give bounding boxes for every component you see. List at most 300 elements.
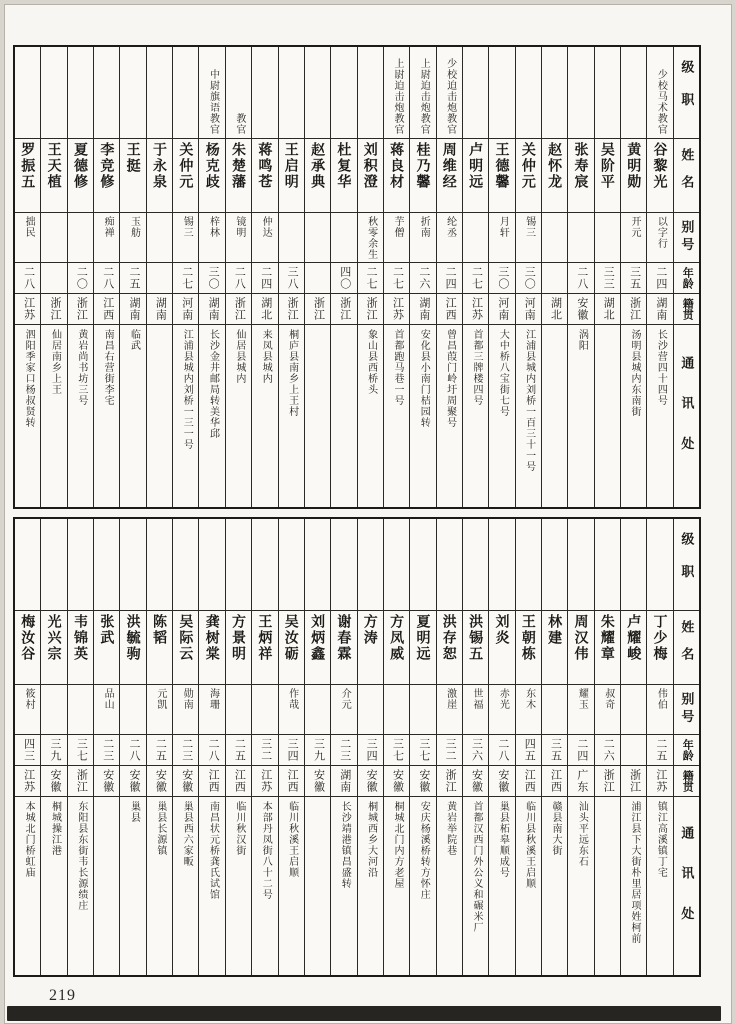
address-cell: 临武 bbox=[128, 329, 140, 351]
person-column bbox=[567, 47, 593, 507]
person-column bbox=[462, 519, 488, 975]
address-cell: 大中桥八宝街七号 bbox=[497, 329, 509, 417]
name-cell: 方涛 bbox=[358, 611, 383, 685]
header-address-label: 通讯处 bbox=[679, 825, 695, 947]
address-cell: 首都三牌楼四号 bbox=[470, 329, 482, 406]
rank-cell: 上尉迫击炮教官 bbox=[384, 47, 409, 139]
alias-cell: 世福 bbox=[463, 685, 488, 735]
name-cell: 丁少梅 bbox=[647, 611, 672, 685]
rank-cell bbox=[384, 519, 409, 611]
native-cell: 广东 bbox=[568, 766, 593, 797]
person-column bbox=[40, 519, 66, 975]
rank-cell bbox=[15, 519, 40, 611]
age-cell: 二五 bbox=[147, 735, 172, 766]
rank-cell bbox=[41, 47, 66, 139]
age-cell bbox=[621, 735, 646, 766]
person-column bbox=[15, 519, 40, 975]
person-column bbox=[67, 47, 93, 507]
age-cell: 二四 bbox=[437, 263, 462, 294]
rank-cell bbox=[621, 47, 646, 139]
name-cell: 朱楚藩 bbox=[226, 139, 251, 213]
native-cell: 安徽 bbox=[173, 766, 198, 797]
alias-cell: 介元 bbox=[331, 685, 356, 735]
address-cell: 巢县 bbox=[128, 801, 140, 823]
person-column bbox=[67, 519, 93, 975]
person-column bbox=[357, 47, 383, 507]
rank-cell bbox=[647, 519, 672, 611]
alias-cell: 仲达 bbox=[252, 213, 277, 263]
address-cell bbox=[147, 325, 172, 507]
alias-cell: 海珊 bbox=[199, 685, 224, 735]
native-cell: 江西 bbox=[516, 766, 541, 797]
address-cell: 南昌右营街李宅 bbox=[102, 329, 114, 406]
alias-cell bbox=[226, 685, 251, 735]
rank-cell bbox=[199, 519, 224, 611]
person-column bbox=[330, 47, 356, 507]
alias-cell bbox=[358, 685, 383, 735]
alias-cell bbox=[279, 213, 304, 263]
alias-cell: 折南 bbox=[410, 213, 435, 263]
address-cell: 桐庐县南乡上王村 bbox=[286, 329, 298, 417]
alias-cell bbox=[305, 213, 330, 263]
rank-cell bbox=[226, 519, 251, 611]
age-cell: 二八 bbox=[94, 263, 119, 294]
alias-cell: 月轩 bbox=[489, 213, 514, 263]
rank-cell bbox=[358, 519, 383, 611]
rank-cell bbox=[68, 519, 93, 611]
name-cell: 杜复华 bbox=[331, 139, 356, 213]
rank-cell bbox=[595, 47, 620, 139]
name-cell: 赵承典 bbox=[305, 139, 330, 213]
rank-cell bbox=[542, 519, 567, 611]
alias-cell: 秋零余生 bbox=[358, 213, 383, 263]
person-column bbox=[251, 47, 277, 507]
address-cell: 涡阳 bbox=[576, 329, 588, 351]
name-cell: 洪毓驹 bbox=[120, 611, 145, 685]
rank-cell bbox=[410, 519, 435, 611]
age-cell: 三九 bbox=[41, 735, 66, 766]
person-column bbox=[436, 47, 462, 507]
name-cell: 吴际云 bbox=[173, 611, 198, 685]
name-cell: 刘积澄 bbox=[358, 139, 383, 213]
name-cell: 张武 bbox=[94, 611, 119, 685]
alias-cell bbox=[542, 213, 567, 263]
address-cell: 首都跑马巷一号 bbox=[391, 329, 403, 406]
native-cell: 湖北 bbox=[252, 294, 277, 325]
header-age-label: 年龄 bbox=[674, 263, 699, 294]
native-cell: 湖南 bbox=[199, 294, 224, 325]
rank-cell: 教官 bbox=[226, 47, 251, 139]
alias-cell: 以字行 bbox=[647, 213, 672, 263]
name-cell: 谷黎光 bbox=[647, 139, 672, 213]
address-cell: 巢县长源镇 bbox=[154, 801, 166, 856]
address-cell: 黄岩尚书坊三号 bbox=[75, 329, 87, 406]
native-cell: 江西 bbox=[542, 766, 567, 797]
name-cell: 蒋鸣苍 bbox=[252, 139, 277, 213]
alias-cell: 玉舫 bbox=[120, 213, 145, 263]
alias-cell bbox=[410, 685, 435, 735]
age-cell: 二七 bbox=[173, 263, 198, 294]
rank-cell bbox=[15, 47, 40, 139]
alias-cell bbox=[568, 213, 593, 263]
alias-cell bbox=[68, 685, 93, 735]
name-cell: 方景明 bbox=[226, 611, 251, 685]
address-cell: 桐城北门内方老屋 bbox=[391, 801, 403, 889]
age-cell: 二八 bbox=[489, 735, 514, 766]
age-cell: 三七 bbox=[384, 735, 409, 766]
age-cell: 二三 bbox=[173, 735, 198, 766]
person-column bbox=[646, 519, 672, 975]
alias-cell: 赤光 bbox=[489, 685, 514, 735]
address-cell: 长沙营四十四号 bbox=[655, 329, 667, 406]
address-cell bbox=[305, 325, 330, 507]
name-cell: 于永泉 bbox=[147, 139, 172, 213]
age-cell: 二三 bbox=[94, 735, 119, 766]
name-cell: 林建 bbox=[542, 611, 567, 685]
rank-cell bbox=[331, 47, 356, 139]
person-column bbox=[462, 47, 488, 507]
address-cell: 安化县小南门桔园转 bbox=[418, 329, 430, 428]
alias-cell: 伟伯 bbox=[647, 685, 672, 735]
alias-cell bbox=[542, 685, 567, 735]
person-column bbox=[93, 519, 119, 975]
person-column bbox=[409, 519, 435, 975]
address-cell: 巢县西六家畈 bbox=[181, 801, 193, 867]
age-cell bbox=[305, 263, 330, 294]
name-cell: 蒋良材 bbox=[384, 139, 409, 213]
native-cell: 湖北 bbox=[595, 294, 620, 325]
address-cell: 江浦县城内刘桥一百三十一号 bbox=[523, 329, 535, 472]
age-cell: 三五 bbox=[542, 735, 567, 766]
age-cell bbox=[147, 263, 172, 294]
person-column bbox=[594, 519, 620, 975]
rank-cell: 少校马术教官 bbox=[647, 47, 672, 139]
alias-cell bbox=[252, 685, 277, 735]
native-cell: 湖北 bbox=[542, 294, 567, 325]
alias-cell: 品山 bbox=[94, 685, 119, 735]
person-column bbox=[198, 519, 224, 975]
address-cell bbox=[595, 797, 620, 975]
rank-cell bbox=[147, 47, 172, 139]
age-cell: 三二 bbox=[437, 735, 462, 766]
alias-cell: 锡三 bbox=[173, 213, 198, 263]
native-cell: 安徽 bbox=[568, 294, 593, 325]
person-column bbox=[172, 47, 198, 507]
person-column bbox=[436, 519, 462, 975]
person-column bbox=[488, 519, 514, 975]
rank-cell bbox=[463, 47, 488, 139]
name-cell: 关仲元 bbox=[516, 139, 541, 213]
header-address-label: 通讯处 bbox=[679, 355, 695, 477]
name-cell: 刘炎 bbox=[489, 611, 514, 685]
address-cell: 安庆杨溪桥转方怀庄 bbox=[418, 801, 430, 900]
address-cell: 南昌状元桥龚氏试馆 bbox=[207, 801, 219, 900]
alias-cell: 元凯 bbox=[147, 685, 172, 735]
native-cell: 安徽 bbox=[463, 766, 488, 797]
name-cell: 周维经 bbox=[437, 139, 462, 213]
address-cell: 临川秋汉街 bbox=[233, 801, 245, 856]
address-cell: 临川县秋溪王启顺 bbox=[523, 801, 535, 889]
header-name-label: 姓名 bbox=[674, 139, 699, 213]
age-cell: 二五 bbox=[647, 735, 672, 766]
address-cell bbox=[94, 797, 119, 975]
age-cell: 三九 bbox=[305, 735, 330, 766]
alias-cell bbox=[595, 213, 620, 263]
name-cell: 张寿宸 bbox=[568, 139, 593, 213]
name-cell: 龚树棠 bbox=[199, 611, 224, 685]
native-cell: 河南 bbox=[489, 294, 514, 325]
age-cell: 二三 bbox=[331, 735, 356, 766]
alias-cell: 叔奇 bbox=[595, 685, 620, 735]
person-column bbox=[357, 519, 383, 975]
address-cell: 曾昌葭门岭圩周聚号 bbox=[444, 329, 456, 428]
person-column bbox=[146, 47, 172, 507]
native-cell: 浙江 bbox=[41, 294, 66, 325]
rank-cell bbox=[437, 519, 462, 611]
header-alias-label: 别号 bbox=[674, 213, 699, 263]
roster-table-top bbox=[13, 45, 701, 509]
name-cell: 卢明远 bbox=[463, 139, 488, 213]
alias-cell: 作哉 bbox=[279, 685, 304, 735]
header-rank-label: 级职 bbox=[674, 47, 699, 139]
alias-cell bbox=[384, 685, 409, 735]
name-cell: 王挺 bbox=[120, 139, 145, 213]
native-cell: 安徽 bbox=[41, 766, 66, 797]
rank-cell bbox=[516, 47, 541, 139]
name-cell: 王朝栋 bbox=[516, 611, 541, 685]
person-column bbox=[146, 519, 172, 975]
alias-cell: 筱村 bbox=[15, 685, 40, 735]
page-number: 219 bbox=[49, 987, 76, 1004]
native-cell: 浙江 bbox=[595, 766, 620, 797]
address-cell: 东阳县东街韦长源绩庄 bbox=[75, 801, 87, 911]
person-column bbox=[488, 47, 514, 507]
native-cell: 江西 bbox=[226, 766, 251, 797]
address-cell: 仙居县城内 bbox=[233, 329, 245, 384]
person-column bbox=[15, 47, 40, 507]
alias-cell bbox=[120, 685, 145, 735]
rank-cell bbox=[147, 519, 172, 611]
native-cell: 安徽 bbox=[410, 766, 435, 797]
age-cell: 二六 bbox=[595, 735, 620, 766]
person-column bbox=[620, 519, 646, 975]
native-cell: 浙江 bbox=[621, 766, 646, 797]
name-cell: 王启明 bbox=[279, 139, 304, 213]
name-cell: 吴阶平 bbox=[595, 139, 620, 213]
native-cell: 安徽 bbox=[384, 766, 409, 797]
header-name-label: 姓名 bbox=[674, 611, 699, 685]
rank-cell bbox=[489, 47, 514, 139]
person-column bbox=[330, 519, 356, 975]
alias-cell: 锡三 bbox=[516, 213, 541, 263]
native-cell: 浙江 bbox=[68, 294, 93, 325]
native-cell: 江西 bbox=[279, 766, 304, 797]
address-cell: 巢县柘皋顺成号 bbox=[497, 801, 509, 878]
age-cell: 四〇 bbox=[331, 263, 356, 294]
alias-cell bbox=[463, 213, 488, 263]
rank-cell bbox=[279, 47, 304, 139]
native-cell: 江苏 bbox=[647, 766, 672, 797]
rank-cell: 上尉迫击炮教官 bbox=[410, 47, 435, 139]
name-cell: 赵怀龙 bbox=[542, 139, 567, 213]
age-cell: 二八 bbox=[568, 263, 593, 294]
person-column bbox=[515, 519, 541, 975]
rank-cell bbox=[120, 519, 145, 611]
native-cell: 安徽 bbox=[120, 766, 145, 797]
native-cell: 湖南 bbox=[410, 294, 435, 325]
address-cell: 来凤县城内 bbox=[260, 329, 272, 384]
roster-table-bottom bbox=[13, 517, 701, 977]
native-cell: 浙江 bbox=[437, 766, 462, 797]
person-column bbox=[409, 47, 435, 507]
address-cell: 浦江县下大街朴里居项姓柯前 bbox=[629, 801, 641, 944]
alias-cell: 开元 bbox=[621, 213, 646, 263]
address-cell: 本部丹凤街八十二号 bbox=[260, 801, 272, 900]
name-cell: 谢春霖 bbox=[331, 611, 356, 685]
person-column bbox=[304, 519, 330, 975]
rank-cell bbox=[94, 47, 119, 139]
person-column bbox=[620, 47, 646, 507]
age-cell: 二七 bbox=[358, 263, 383, 294]
header-native-label: 籍贯 bbox=[674, 766, 699, 797]
age-cell: 三七 bbox=[68, 735, 93, 766]
rank-cell bbox=[358, 47, 383, 139]
alias-cell: 纶丞 bbox=[437, 213, 462, 263]
native-cell: 江苏 bbox=[384, 294, 409, 325]
alias-cell bbox=[147, 213, 172, 263]
rank-cell bbox=[621, 519, 646, 611]
native-cell: 浙江 bbox=[305, 294, 330, 325]
age-cell: 三八 bbox=[279, 263, 304, 294]
name-cell: 王炳祥 bbox=[252, 611, 277, 685]
native-cell: 安徽 bbox=[489, 766, 514, 797]
address-cell: 桐城操江港 bbox=[49, 801, 61, 856]
rank-cell bbox=[568, 519, 593, 611]
person-column bbox=[119, 519, 145, 975]
age-cell: 三六 bbox=[463, 735, 488, 766]
native-cell: 安徽 bbox=[305, 766, 330, 797]
alias-cell: 镜明 bbox=[226, 213, 251, 263]
age-cell: 二四 bbox=[647, 263, 672, 294]
rank-cell: 少校迫击炮教官 bbox=[437, 47, 462, 139]
address-cell bbox=[305, 797, 330, 975]
age-cell: 二五 bbox=[226, 735, 251, 766]
age-cell: 四三 bbox=[15, 735, 40, 766]
name-cell: 夏明远 bbox=[410, 611, 435, 685]
native-cell: 浙江 bbox=[279, 294, 304, 325]
address-cell: 首都汉西门外公义和碾米厂 bbox=[470, 801, 482, 933]
address-cell: 桐城西乡大河沿 bbox=[365, 801, 377, 878]
age-cell: 二七 bbox=[384, 263, 409, 294]
age-cell bbox=[41, 263, 66, 294]
name-cell: 夏德修 bbox=[68, 139, 93, 213]
person-column bbox=[172, 519, 198, 975]
address-cell: 临川秋溪王启顺 bbox=[286, 801, 298, 878]
name-cell: 刘炳鑫 bbox=[305, 611, 330, 685]
age-cell: 三四 bbox=[279, 735, 304, 766]
person-column bbox=[225, 519, 251, 975]
rank-cell bbox=[173, 47, 198, 139]
native-cell: 江西 bbox=[199, 766, 224, 797]
rank-cell bbox=[463, 519, 488, 611]
name-cell: 李竞修 bbox=[94, 139, 119, 213]
age-cell: 二六 bbox=[410, 263, 435, 294]
person-column bbox=[40, 47, 66, 507]
age-cell: 三四 bbox=[358, 735, 383, 766]
name-cell: 吴汝砺 bbox=[279, 611, 304, 685]
name-cell: 杨克歧 bbox=[199, 139, 224, 213]
age-cell: 三二 bbox=[252, 735, 277, 766]
alias-cell bbox=[41, 685, 66, 735]
native-cell: 浙江 bbox=[68, 766, 93, 797]
native-cell: 河南 bbox=[516, 294, 541, 325]
age-cell: 三七 bbox=[410, 735, 435, 766]
age-cell: 二五 bbox=[120, 263, 145, 294]
alias-cell: 激崖 bbox=[437, 685, 462, 735]
scanned-page bbox=[4, 4, 732, 1024]
native-cell: 江苏 bbox=[15, 766, 40, 797]
person-column bbox=[251, 519, 277, 975]
native-cell: 浙江 bbox=[358, 294, 383, 325]
address-cell: 仙居南乡上王 bbox=[49, 329, 61, 395]
address-cell bbox=[595, 325, 620, 507]
native-cell: 江苏 bbox=[463, 294, 488, 325]
age-cell: 三〇 bbox=[489, 263, 514, 294]
age-cell: 三五 bbox=[621, 263, 646, 294]
alias-cell: 东木 bbox=[516, 685, 541, 735]
age-cell: 四五 bbox=[516, 735, 541, 766]
rank-cell bbox=[305, 519, 330, 611]
alias-cell: 梓林 bbox=[199, 213, 224, 263]
person-column bbox=[541, 47, 567, 507]
name-cell: 关仲元 bbox=[173, 139, 198, 213]
person-column bbox=[515, 47, 541, 507]
rank-cell bbox=[489, 519, 514, 611]
person-column bbox=[93, 47, 119, 507]
header-column bbox=[673, 47, 699, 507]
native-cell: 浙江 bbox=[226, 294, 251, 325]
name-cell: 黄明勋 bbox=[621, 139, 646, 213]
native-cell: 河南 bbox=[173, 294, 198, 325]
address-cell: 象山县西桥头 bbox=[365, 329, 377, 395]
native-cell: 浙江 bbox=[621, 294, 646, 325]
age-cell: 三三 bbox=[595, 263, 620, 294]
person-column bbox=[567, 519, 593, 975]
native-cell: 湖南 bbox=[331, 766, 356, 797]
person-column bbox=[383, 519, 409, 975]
rank-cell bbox=[252, 519, 277, 611]
address-cell bbox=[331, 325, 356, 507]
age-cell: 二〇 bbox=[68, 263, 93, 294]
address-cell: 汕头平远东石 bbox=[576, 801, 588, 867]
address-cell: 长沙靖港镇昌盛转 bbox=[339, 801, 351, 889]
native-cell: 湖南 bbox=[647, 294, 672, 325]
address-cell: 本城北门桥虹庙 bbox=[23, 801, 35, 878]
name-cell: 洪锡五 bbox=[463, 611, 488, 685]
address-cell: 黄岩举院巷 bbox=[444, 801, 456, 856]
rank-cell bbox=[568, 47, 593, 139]
native-cell: 湖南 bbox=[120, 294, 145, 325]
name-cell: 光兴宗 bbox=[41, 611, 66, 685]
rank-cell bbox=[120, 47, 145, 139]
address-cell bbox=[542, 325, 567, 507]
alias-cell bbox=[621, 685, 646, 735]
alias-cell: 耀玉 bbox=[568, 685, 593, 735]
name-cell: 陈韬 bbox=[147, 611, 172, 685]
alias-cell: 拙民 bbox=[15, 213, 40, 263]
name-cell: 罗振五 bbox=[15, 139, 40, 213]
rank-cell bbox=[173, 519, 198, 611]
